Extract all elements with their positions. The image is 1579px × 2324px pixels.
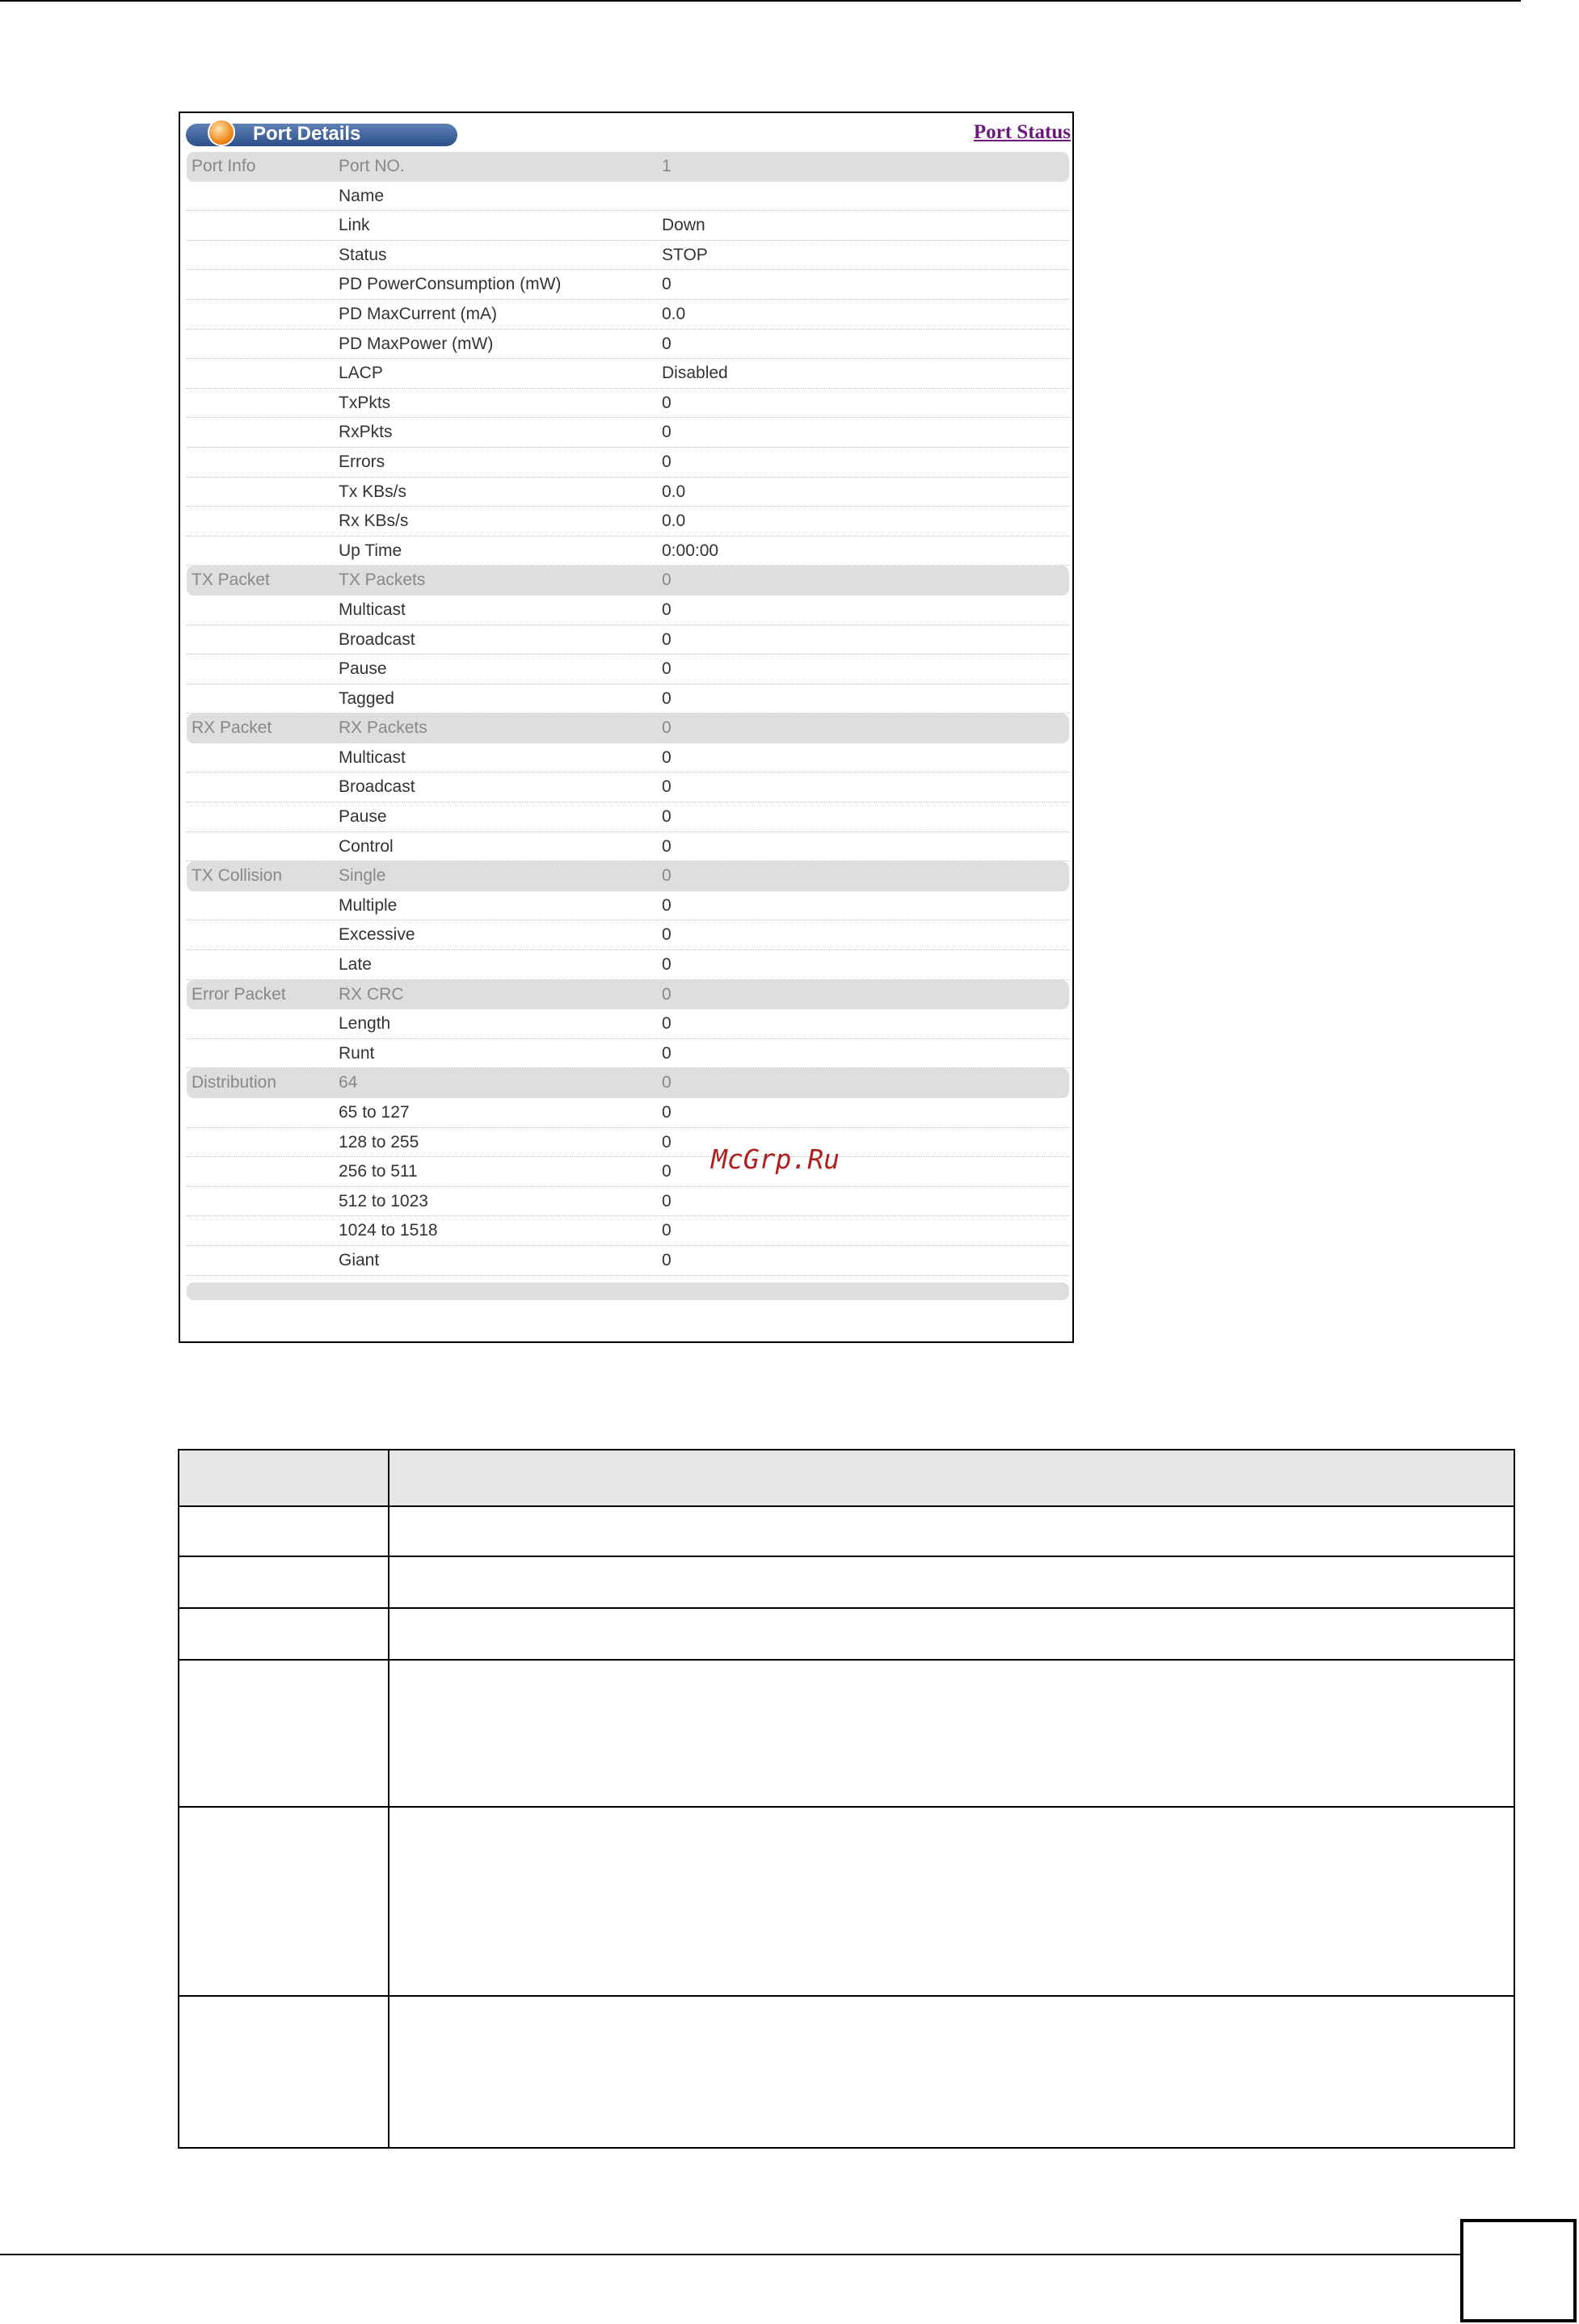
panel-title: Port Details [253, 123, 361, 145]
field-label: Broadcast [339, 629, 415, 649]
section-header-row [187, 980, 1069, 1010]
field-value: 0 [662, 747, 672, 767]
field-value: 1 [662, 157, 672, 175]
field-value: 0 [662, 836, 672, 856]
table-row [179, 1660, 1514, 1807]
field-label: Single [339, 866, 386, 886]
field-label: RxPkts [339, 423, 393, 442]
section-label: TX Packet [192, 570, 270, 590]
section-header-row [187, 714, 1069, 743]
table-row [187, 743, 1069, 773]
port-status-link[interactable]: Port Status [973, 121, 1071, 143]
page-number-box [1460, 2219, 1577, 2322]
table-row [187, 891, 1069, 921]
table-row [187, 270, 1069, 300]
field-value: 0 [662, 1162, 672, 1181]
table-header-row [179, 1450, 1514, 1506]
table-cell [389, 1506, 1514, 1556]
section-label: Distribution [192, 1073, 277, 1093]
table-row [187, 684, 1069, 714]
bottom-rule [0, 2254, 1461, 2255]
field-value: 0.0 [662, 304, 686, 323]
field-value: 0.0 [662, 512, 686, 531]
field-label: 128 to 255 [339, 1132, 419, 1151]
field-label: Multicast [339, 600, 406, 619]
section-label: Error Packet [192, 984, 286, 1004]
port-details-panel [179, 112, 1074, 1343]
field-label: PD PowerConsumption (mW) [339, 275, 562, 294]
table-cell [179, 1506, 389, 1556]
field-value: 0 [662, 955, 672, 975]
field-label: 64 [339, 1073, 358, 1093]
field-label: Pause [339, 659, 387, 679]
table-cell [389, 1556, 1514, 1608]
table-row [179, 1996, 1514, 2148]
table-row [187, 802, 1069, 832]
field-label: 256 to 511 [339, 1162, 418, 1181]
table-row [187, 389, 1069, 419]
table-row [187, 773, 1069, 802]
field-value: 0 [662, 570, 672, 590]
field-value: 0 [662, 452, 672, 471]
table-row [187, 1128, 1069, 1158]
field-value: Down [662, 216, 705, 235]
field-value: 0 [662, 688, 672, 708]
field-value: 0 [662, 1132, 672, 1151]
field-label: Port NO. [339, 157, 405, 175]
table-row [187, 1098, 1069, 1128]
field-value: 0 [662, 334, 672, 353]
table-row [187, 1039, 1069, 1069]
table-row [187, 655, 1069, 684]
field-label: Multiple [339, 895, 398, 915]
table-row [187, 418, 1069, 448]
table-footer-bar [187, 1282, 1069, 1300]
field-label: Tagged [339, 688, 394, 708]
field-value: 0 [662, 393, 672, 412]
field-value: 0 [662, 718, 672, 738]
orb-icon [208, 119, 235, 146]
field-label: Tx KBs/s [339, 482, 407, 501]
field-value: 0 [662, 1073, 672, 1093]
field-value: 0 [662, 275, 672, 294]
field-value: 0 [662, 866, 672, 886]
table-row [187, 832, 1069, 862]
table-row [179, 1556, 1514, 1608]
field-value: 0.0 [662, 482, 686, 501]
table-cell [389, 1608, 1514, 1660]
field-value: 0 [662, 925, 672, 945]
watermark: McGrp.Ru [711, 1143, 840, 1175]
field-value: 0 [662, 600, 672, 619]
field-label: PD MaxPower (mW) [339, 334, 494, 353]
table-cell [389, 1996, 1514, 2148]
table-row [179, 1807, 1514, 1996]
section-label: TX Collision [192, 866, 283, 886]
section-header-row [187, 566, 1069, 596]
table-cell [179, 1450, 389, 1506]
field-value: 0 [662, 984, 672, 1004]
field-value: 0 [662, 1014, 672, 1034]
table-row [187, 182, 1069, 212]
field-value: 0 [662, 895, 672, 915]
table-cell [179, 1556, 389, 1608]
field-label: TxPkts [339, 393, 391, 412]
field-value: 0 [662, 1103, 672, 1122]
table-cell [389, 1450, 1514, 1506]
field-label: Rx KBs/s [339, 512, 409, 531]
field-value: 0 [662, 629, 672, 649]
field-label: PD MaxCurrent (mA) [339, 304, 498, 323]
field-value: 0 [662, 1250, 672, 1269]
table-row [187, 1216, 1069, 1246]
table-row [187, 1157, 1069, 1187]
field-label: Excessive [339, 925, 415, 945]
table-cell [179, 1807, 389, 1996]
table-row [187, 300, 1069, 330]
table-cell [179, 1660, 389, 1807]
field-label: TX Packets [339, 570, 426, 590]
field-value: STOP [662, 245, 708, 264]
description-table [178, 1449, 1515, 2149]
field-value: 0 [662, 423, 672, 442]
field-value: 0 [662, 659, 672, 679]
field-label: Multicast [339, 747, 406, 767]
field-label: Name [339, 186, 385, 205]
field-label: Errors [339, 452, 385, 471]
field-value: 0 [662, 1221, 672, 1240]
field-label: 65 to 127 [339, 1103, 410, 1122]
table-row [187, 241, 1069, 271]
field-label: Pause [339, 807, 387, 827]
table-row [179, 1608, 1514, 1660]
table-cell [179, 1608, 389, 1660]
field-label: Length [339, 1014, 391, 1034]
table-row [187, 211, 1069, 241]
table-row [187, 448, 1069, 478]
top-rule [0, 0, 1521, 2]
details-table [187, 152, 1069, 1300]
section-label: Port Info [192, 157, 256, 175]
field-label: Giant [339, 1250, 380, 1269]
table-cell [179, 1996, 389, 2148]
field-value: 0 [662, 1191, 672, 1210]
table-row [187, 330, 1069, 360]
section-header-row [187, 152, 1069, 182]
table-row [187, 1246, 1069, 1276]
table-cell [389, 1660, 1514, 1807]
table-row [187, 478, 1069, 507]
table-row [187, 1009, 1069, 1039]
field-label: Late [339, 955, 372, 975]
section-header-row [187, 1068, 1069, 1098]
section-header-row [187, 861, 1069, 891]
table-row [187, 507, 1069, 537]
field-label: LACP [339, 364, 383, 383]
field-label: Control [339, 836, 394, 856]
field-label: Broadcast [339, 777, 415, 797]
field-value: 0 [662, 777, 672, 797]
table-row [187, 950, 1069, 980]
table-row [187, 625, 1069, 655]
table-row [187, 1187, 1069, 1217]
field-label: Status [339, 245, 387, 264]
field-label: RX CRC [339, 984, 404, 1004]
table-cell [389, 1807, 1514, 1996]
field-label: Runt [339, 1043, 375, 1063]
field-value: 0 [662, 1043, 672, 1063]
field-label: 1024 to 1518 [339, 1221, 438, 1240]
field-value: Disabled [662, 364, 728, 383]
field-label: RX Packets [339, 718, 427, 738]
field-label: 512 to 1023 [339, 1191, 428, 1210]
section-label: RX Packet [192, 718, 272, 738]
table-row [179, 1506, 1514, 1556]
field-value: 0:00:00 [662, 541, 719, 560]
field-value: 0 [662, 807, 672, 827]
table-row [187, 920, 1069, 950]
table-row [187, 359, 1069, 389]
table-row [187, 596, 1069, 625]
table-row [187, 537, 1069, 566]
field-label: Link [339, 216, 370, 235]
field-label: Up Time [339, 541, 402, 560]
